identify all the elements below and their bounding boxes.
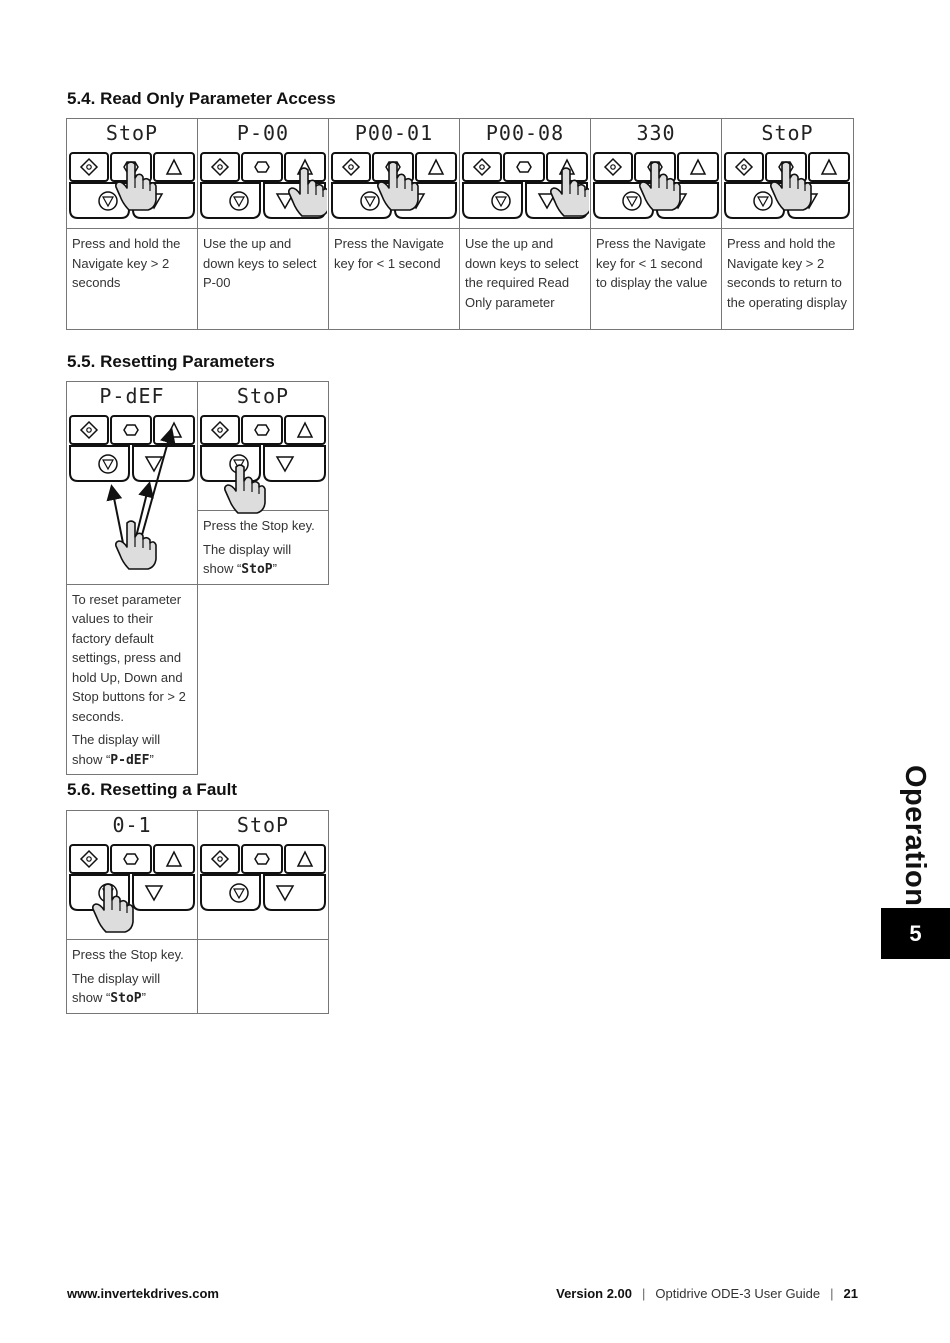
lcd-display: 0-1: [112, 813, 152, 837]
keypad-up-icon: [462, 152, 589, 222]
keypad-navigate-icon: [593, 152, 720, 222]
keypad-reset-combo-icon: [69, 415, 196, 575]
footer-info: Version 2.00 | Optidrive ODE-3 User Guide | 21: [556, 1286, 858, 1301]
lcd-display: StoP: [236, 384, 290, 408]
lcd-display: 330: [636, 121, 676, 145]
display-note: The display will show “StoP”: [72, 970, 161, 1006]
keypad-navigate-icon: [331, 152, 458, 222]
keypad-up-icon: [200, 152, 327, 222]
chapter-side-label: Operation: [899, 765, 931, 907]
footer-version: Version 2.00: [556, 1286, 633, 1301]
keypad-stop-icon: [200, 415, 327, 515]
read-only-steps-table: [66, 118, 854, 330]
instruction-text: To reset parameter values to their factory default settings, press and hold Up, Down and Stop buttons for > 2 seconds.: [72, 591, 186, 724]
instruction-text: Press the Stop key.: [72, 947, 184, 962]
instruction-text: Press the Stop key.: [203, 518, 315, 533]
footer-page-number: 21: [843, 1286, 858, 1301]
keypad-stop-icon: [69, 844, 196, 934]
lcd-display: P00-01: [354, 121, 434, 145]
section-title-read-only: 5.4. Read Only Parameter Access: [67, 89, 336, 108]
step-description: Press the Navigate key for < 1 second to display the value: [596, 236, 708, 290]
lcd-display: P00-08: [485, 121, 565, 145]
step-description: Use the up and down keys to select the required Read Only parameter: [465, 236, 579, 310]
footer-guide: Optidrive ODE-3 User Guide: [655, 1286, 821, 1301]
lcd-display: StoP: [236, 813, 290, 837]
step-description: [198, 511, 328, 580]
resetting-parameters-table: [66, 381, 329, 775]
lcd-display: P-dEF: [99, 384, 165, 408]
resetting-fault-table: [66, 810, 329, 1014]
lcd-display: StoP: [761, 121, 814, 145]
lcd-display: StoP: [105, 121, 159, 145]
chapter-tab: 5: [881, 908, 950, 959]
section-title-resetting-fault: 5.6. Resetting a Fault: [67, 780, 238, 799]
step-description: [67, 585, 197, 771]
step-description: Press and hold the Navigate key > 2 seconds: [72, 236, 181, 290]
step-description: Press and hold the Navigate key > 2 seconds to return to the operating display: [727, 236, 847, 310]
display-note: The display will show “StoP”: [203, 541, 292, 577]
display-note: The display will show “P-dEF”: [72, 732, 161, 768]
keypad-navigate-icon: [69, 152, 196, 222]
keypad-icon: [200, 844, 327, 914]
lcd-display: P-00: [236, 121, 290, 145]
step-description: [67, 940, 197, 1009]
section-title-resetting-parameters: 5.5. Resetting Parameters: [67, 352, 275, 371]
keypad-navigate-icon: [724, 152, 851, 222]
step-description: Press the Navigate key for < 1 second: [334, 236, 444, 271]
keypad-panel: [67, 382, 197, 578]
footer-website: www.invertekdrives.com: [67, 1286, 219, 1301]
step-description: Use the up and down keys to select P-00: [203, 236, 317, 290]
